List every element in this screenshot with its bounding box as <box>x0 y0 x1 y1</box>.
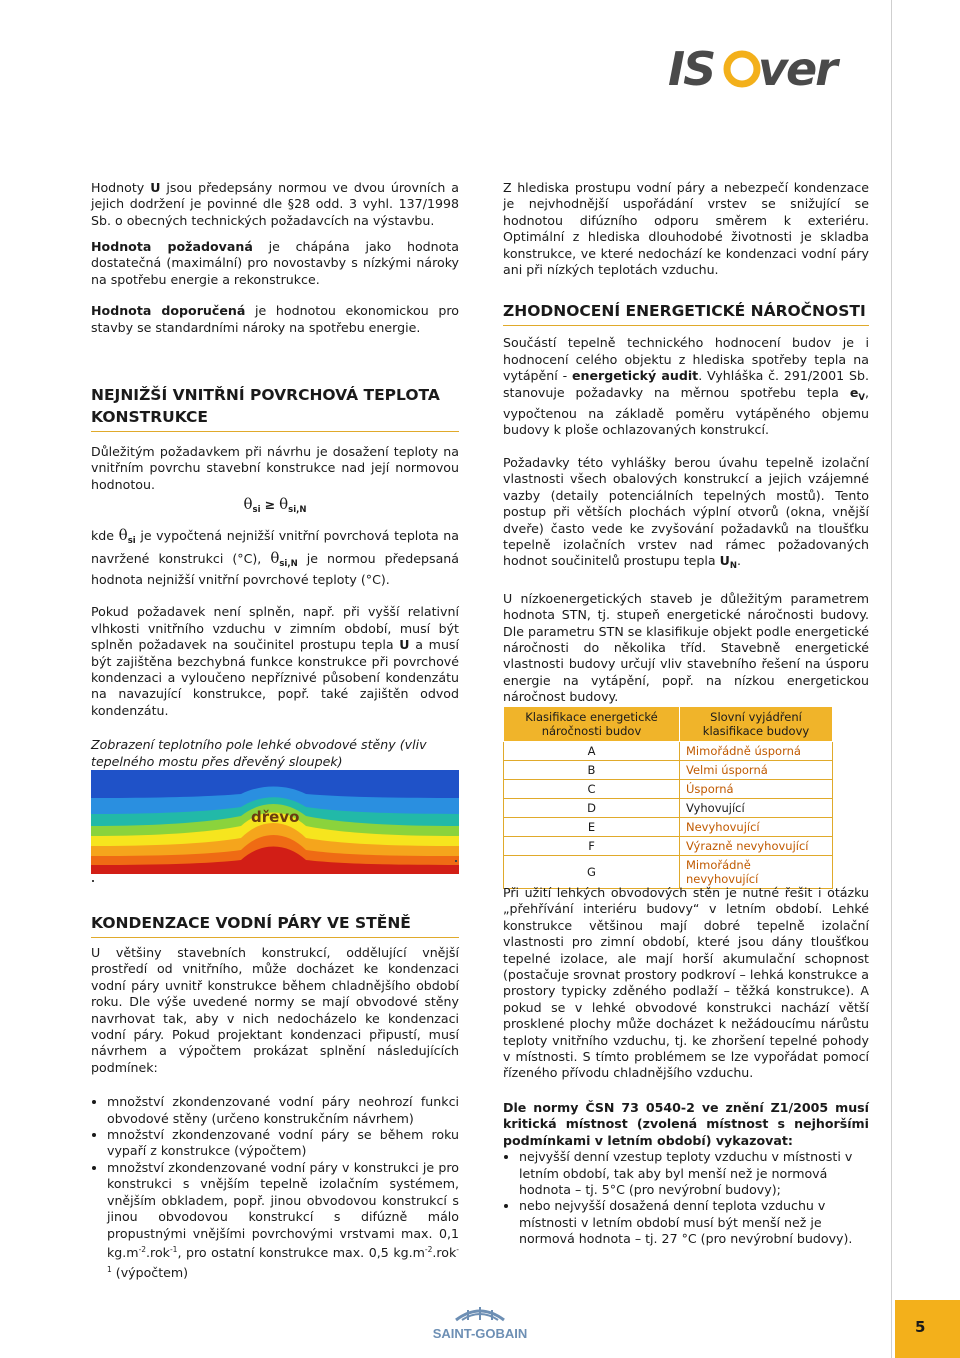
heading-condensation: KONDENZACE VODNÍ PÁRY VE STĚNĚ <box>91 912 459 938</box>
class-description-cell: Výrazně nevyhovující <box>680 837 833 856</box>
energy-class-cell: D <box>504 799 680 818</box>
paragraph-condensation: U většiny stavebních konstrukcí, oddělující vnější prostředí od vnitřního, může docházet ke kondenzaci vodní páry uvnitř konstrukce během chladnějšího období roku. Dle výše uvedené normy se mají obvodové stěny navrhovat tak, aby v nich nedocházelo ke kondenzaci vodní páry. Pokud projektant kondenzaci připustí, musí návrhem a výpočtem prokázat splnění následujících podmínek: <box>91 945 459 1075</box>
table-header-description: Slovní vyjádření klasifikace budovy <box>680 707 833 742</box>
heading-energy-performance: ZHODNOCENÍ ENERGETICKÉ NÁROČNOSTI <box>503 300 869 326</box>
thermal-field-image <box>91 770 459 874</box>
condensation-conditions-list <box>91 1094 459 1281</box>
paragraph-low-energy: U nízkoenergetických staveb je důležitým parametrem hodnota STN, tj. stupeň energetické náročnosti budovy. Dle parametru STN se klasifikuje objekt podle energetické náročnosti do několika tříd. Stavebně energetické vlastnosti budovy určují vliv stavebního řešení na úsporu energie na vytápění, popř. na nízkou energetickou náročnost budovy. <box>503 590 869 705</box>
class-description-cell: Nevyhovující <box>680 818 833 837</box>
energy-class-cell: F <box>504 837 680 856</box>
svg-text:SAINT-GOBAIN: SAINT-GOBAIN <box>432 1326 528 1341</box>
class-description-cell: Úsporná <box>680 780 833 799</box>
condensation-section <box>91 912 459 1281</box>
table-row <box>504 742 833 761</box>
table-row <box>504 856 833 889</box>
svg-text:IS: IS <box>668 42 715 96</box>
table-row <box>504 761 833 780</box>
list-item: • množství zkondenzované vodní páry v konstrukci je pro konstrukci s vnějším tepelně izolačním systémem, vnějším obkladem, popř. jinou obvodovou konstrukcí s jinou obvodovou konstrukcí s difúzně málo propustnými vnějšími povrchovými vrstvami max. 0,1 $kg.m^{-2}.rok^{-1}$, pro ostatní konstrukce max. 0,5 $kg.m^{-2}.rok^{-1}$ (výpočtem) <box>107 1160 459 1281</box>
paragraph-recommended-value: Hodnota doporučená je hodnotou ekonomickou pro stavby se standardními nároky na spotřebu energie. <box>91 303 459 335</box>
list-item: • nebo nejvyšší dosažená denní teplota vzduchu v místnosti v letním období musí být menší než je normová hodnota – tj. 27 °C (pro nevýrobní budovy). <box>519 1198 869 1247</box>
figure-mark <box>92 880 94 882</box>
list-item: • množství zkondenzované vodní páry se během roku vypaří z konstrukce (výpočtem) <box>107 1127 459 1160</box>
class-description-cell: Vyhovující <box>680 799 833 818</box>
paragraph-surface-requirement: Důležitým požadavkem při návrhu je dosažení teploty na vnitřním povrchu stavební konstrukce nad její normovou hodnotou. <box>91 444 459 492</box>
table-row <box>504 799 833 818</box>
paragraph-formula-explanation: kde $\theta_{si}$ je vypočtená nejnižší vnitřní povrchová teplota na navržené konstrukci (°C), $\theta_{si,N}$ je normou předepsaná hodnota nejnižší vnitřní povrchové teploty (°C). <box>91 526 459 588</box>
figure-caption: Zobrazení teplotního pole lehké obvodové stěny (vliv tepelného mostu přes dřevěný sloupek) <box>91 737 427 769</box>
paragraph-humidity: Pokud požadavek není splněn, např. při vyšší relativní vlhkosti vnitřního vzduchu v zimním období, musí být splněn požadavek na součinitel prostupu tepla U a musí být zajištěna bezchybná funkce konstrukce při povrchové kondenzaci a vyloučeno nepříznivé působení kondenzátu na navazující konstrukce, popř. také zajištěn odvod kondenzátu. <box>91 604 459 718</box>
table-body <box>504 742 833 889</box>
energy-class-cell: B <box>504 761 680 780</box>
table-row <box>504 837 833 856</box>
energy-class-cell: A <box>504 742 680 761</box>
energy-class-cell: G <box>504 856 680 889</box>
table-row <box>504 818 833 837</box>
paragraph-required-value: Hodnota požadovaná je chápána jako hodnota dostatečná (maximální) pro novostavby s nízkými nároky na spotřebu energie a rekonstrukce. <box>91 239 460 287</box>
energy-class-cell: E <box>504 818 680 837</box>
energy-class-table <box>503 706 833 889</box>
svg-text:ver: ver <box>758 42 836 96</box>
paragraph-energy-audit: Součástí tepelně technického hodnocení budov je i hodnocení celého objektu z hlediska spotřeby tepla na vytápění - energetický audit. Vyhláška č. 291/2001 Sb. stanovuje požadavky na měrnou spotřebu tepla $e_V$, vypočtenou na základě poměru vytápěného objemu budovy k ploše ochlazovaných konstrukcí. <box>503 335 869 438</box>
page-number-badge <box>895 1300 960 1358</box>
paragraph-u-values: Hodnoty U jsou předepsány normou ve dvou úrovních a jejich dodržení je povinné dle §28 odd. 3 vyhl. 137/1998 Sb. o obecných technických požadavcích na výstavbu. <box>91 180 459 228</box>
saint-gobain-logo <box>420 1300 540 1344</box>
right-column <box>503 180 869 706</box>
class-description-cell: Velmi úsporná <box>680 761 833 780</box>
thermal-label-wood: dřevo <box>251 808 300 826</box>
list-item: • množství zkondenzované vodní páry neohrozí funkci obvodové stěny (určeno konstrukčním návrhem) <box>107 1094 459 1127</box>
page-number: 5 <box>915 1318 926 1336</box>
right-margin-rule <box>891 0 892 1358</box>
norm-conditions-list <box>503 1149 869 1247</box>
formula: $\theta_{si} \ge \theta_{si,N}$ <box>243 495 307 516</box>
class-description-cell: Mimořádně úsporná <box>680 742 833 761</box>
table-header-class: Klasifikace energetické náročnosti budov <box>504 707 680 742</box>
surface-temp-section <box>91 384 459 770</box>
paragraph-requirements: Požadavky této vyhlášky berou úvahu tepelně izolační vlastnosti všech obalových konstrukcí a jejich vzájemné vazby (detaily potenciálních tepelných mostů). Tento postup při větších plochách výplní otvorů (okna, vnější dveře) často vede ke zvyšování požadavků na tloušťku tepelně izolačních vrstev nad rámec požadovaných hodnot součinitelů prostupu tepla $U_N$. <box>503 454 869 572</box>
left-column <box>91 180 459 336</box>
figure-mark <box>455 860 457 862</box>
heading-surface-temperature: NEJNIŽŠÍ VNITŘNÍ POVRCHOVÁ TEPLOTA KONSTRUKCE <box>91 384 459 432</box>
class-description-cell: Mimořádně nevyhovující <box>680 856 833 889</box>
energy-class-cell: C <box>504 780 680 799</box>
summer-section <box>503 885 869 1248</box>
paragraph-norm: Dle normy ČSN 73 0540-2 ve znění Z1/2005 musí kritická místnost (zvolená místnost s nejhoršími podmínkami v letním období) vykazovat: <box>503 1099 869 1148</box>
paragraph-vapour: Z hlediska prostupu vodní páry a nebezpečí kondenzace je nejvhodnější uspořádání vrstev se snižující se hodnotou difúzního odporu směrem k exteriéru. Optimální z hlediska dlouhodobé životnosti je skladba konstrukce, ve které nedochází ke kondenzaci vodní páry ani při nízkých teplotách vzduchu. <box>503 180 869 278</box>
list-item: • nejvyšší denní vzestup teploty vzduchu v místnosti v letním období, tak aby byl menší než je normová hodnota – tj. 5°C (pro nevýrobní budovy); <box>519 1149 869 1198</box>
isover-logo <box>668 38 868 98</box>
table-row <box>504 780 833 799</box>
paragraph-overheating: Při užití lehkých obvodových stěn je nutné řešit i otázku „přehřívání interiéru budovy“ v letním období. Lehké konstrukce většinou mají dobré tepelně izolační vlastnosti pro zimní období, které jsou dány tloušťkou tepelné izolace, ale mají horší akumulační schopnost (postačuje srovnat prostory podkroví – lehká konstrukce a prostory typicky zděného podlaží – těžká konstrukce). A pokud se v lehké obvodové konstrukci nachází větší prosklené plochy může docházet k nežádoucímu nárůstu teploty vnitřního vzduchu, tj. ke zhoršení tepelné pohody v místnosti. S tímto problémem se lze vypořádat pomocí řízeného přívodu chladnějšího vzduchu. <box>503 885 869 1081</box>
